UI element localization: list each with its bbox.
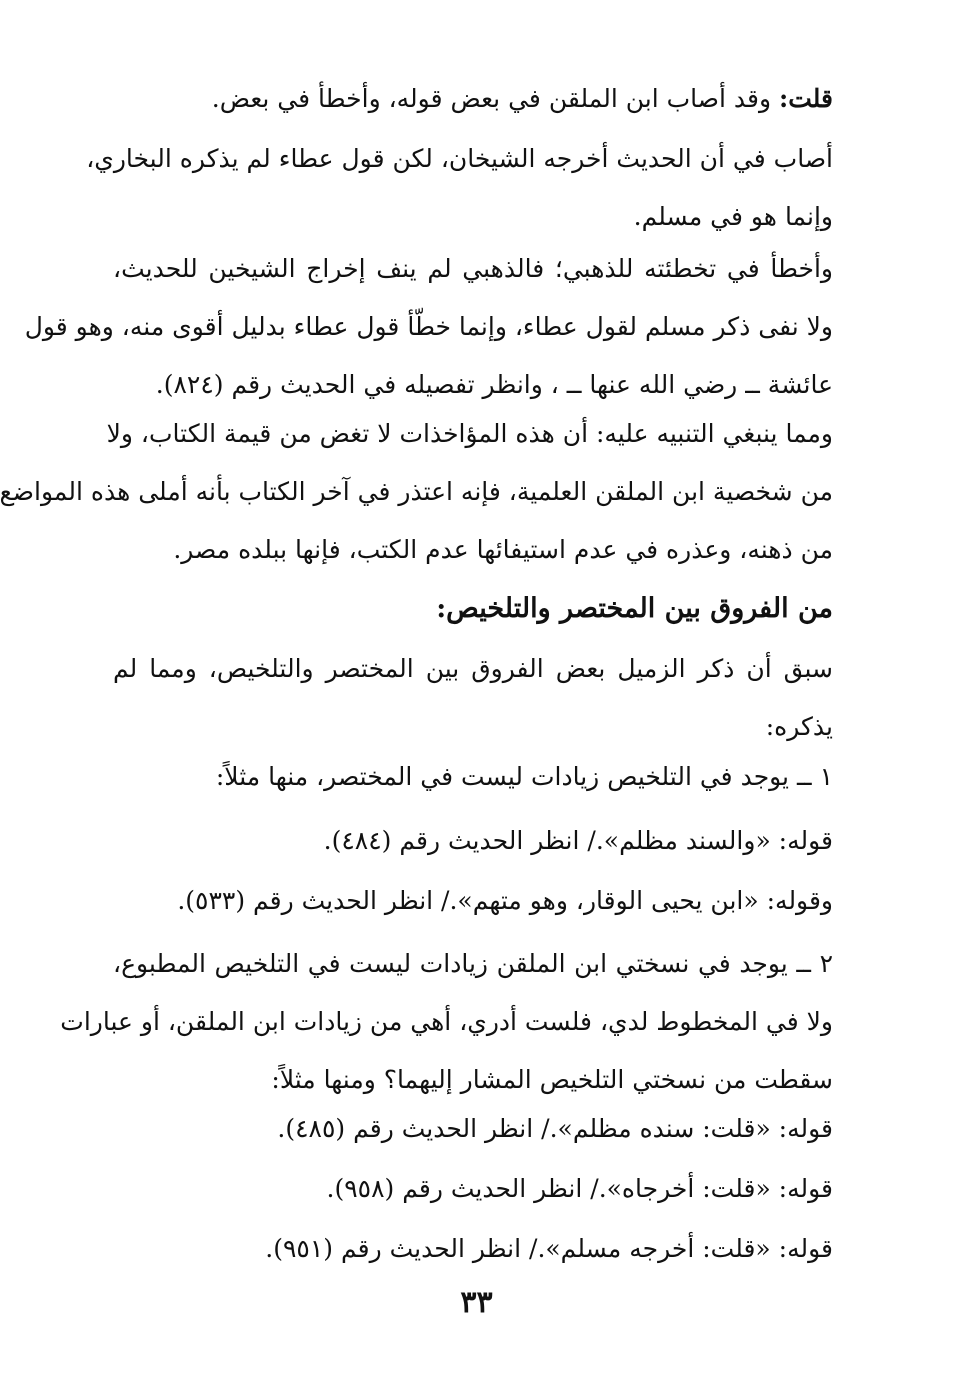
section-heading-text: من الفروق بين المختصر والتلخيص: — [436, 593, 833, 624]
paragraph-5-line-2: يذكره: — [765, 712, 833, 741]
paragraph-3-line-2: ولا نفى ذكر مسلم لقول عطاء، وإنما خطّأ قول عطاء بدليل أقوى منه، وهو قول — [24, 312, 833, 341]
paragraph-4-line-3: من ذهنه، وعذره في عدم استيفائها عدم الكتب، فإنها ببلده مصر. — [173, 535, 833, 564]
paragraph-1-line-1 — [133, 70, 833, 128]
list-item-2-line-3: سقطت من نسختي التلخيص المشار إليهما؟ ومنها مثلاً: — [271, 1065, 833, 1094]
list-item-2-example-2-text: قوله: «قلت: أخرجاه»./ انظر الحديث رقم (٩٥٨). — [326, 1174, 833, 1203]
list-item-2-line-1: ٢ ــ يوجد في نسختي ابن الملقن زيادات ليست في التلخيص المطبوع، — [113, 949, 833, 978]
paragraph-2 — [86, 130, 833, 246]
paragraph-1-lead: قلت: — [778, 84, 833, 113]
paragraph-2-line-2: وإنما هو في مسلم. — [633, 202, 833, 231]
list-item-2 — [60, 935, 833, 1109]
list-item-2-example-2 — [113, 1160, 833, 1218]
paragraph-1-text: وقد أصاب ابن الملقن في بعض قوله، وأخطأ في بعض. — [211, 84, 772, 113]
page-number: ٣٣ — [460, 1285, 493, 1320]
list-item-1-line-1: ١ ــ يوجد في التلخيص زيادات ليست في المختصر، منها مثلاً: — [215, 762, 833, 791]
paragraph-4-line-1: ومما ينبغي التنبيه عليه: أن هذه المؤاخذات لا تغض من قيمة الكتاب، ولا — [106, 419, 833, 448]
paragraph-3 — [24, 240, 833, 414]
list-item-1 — [113, 748, 833, 806]
list-item-1-example-2-text: وقوله: «ابن يحيى الوقار، وهو متهم»./ انظر الحديث رقم (٥٣٣). — [177, 886, 833, 915]
paragraph-3-line-3: عائشة ــ رضي الله عنها ــ ، وانظر تفصيله في الحديث رقم (٨٢٤). — [155, 370, 833, 399]
paragraph-2-line-1: أصاب في أن الحديث أخرجه الشيخان، لكن قول عطاء لم يذكره البخاري، — [86, 144, 833, 173]
paragraph-4 — [0, 405, 833, 579]
list-item-2-example-1 — [113, 1100, 833, 1158]
paragraph-3-line-1: وأخطأ في تخطئته للذهبي؛ فالذهبي لم ينف إخراج الشيخين للحديث، — [113, 254, 833, 283]
list-item-2-example-3 — [113, 1220, 833, 1278]
paragraph-4-line-2: من شخصية ابن الملقن العلمية، فإنه اعتذر في آخر الكتاب بأنه أملى هذه المواضع — [0, 477, 833, 506]
list-item-1-example-1 — [113, 812, 833, 870]
paragraph-1 — [133, 70, 833, 128]
list-item-1-example-1-text: قوله: «والسند مظلم»./ انظر الحديث رقم (٤٨٤). — [323, 826, 833, 855]
section-heading — [113, 580, 833, 638]
list-item-2-line-2: ولا في المخطوط لدي، فلست أدري، أهي من زيادات ابن الملقن، أو عبارات — [60, 1007, 833, 1036]
list-item-1-example-2 — [113, 872, 833, 930]
list-item-2-example-3-text: قوله: «قلت: أخرجه مسلم»./ انظر الحديث رقم (٩٥١). — [265, 1234, 833, 1263]
paragraph-5 — [113, 640, 833, 756]
paragraph-5-line-1: سبق أن ذكر الزميل بعض الفروق بين المختصر والتلخيص، ومما لم — [113, 654, 833, 683]
list-item-2-example-1-text: قوله: «قلت: سنده مظلم»./ انظر الحديث رقم (٤٨٥). — [277, 1114, 833, 1143]
